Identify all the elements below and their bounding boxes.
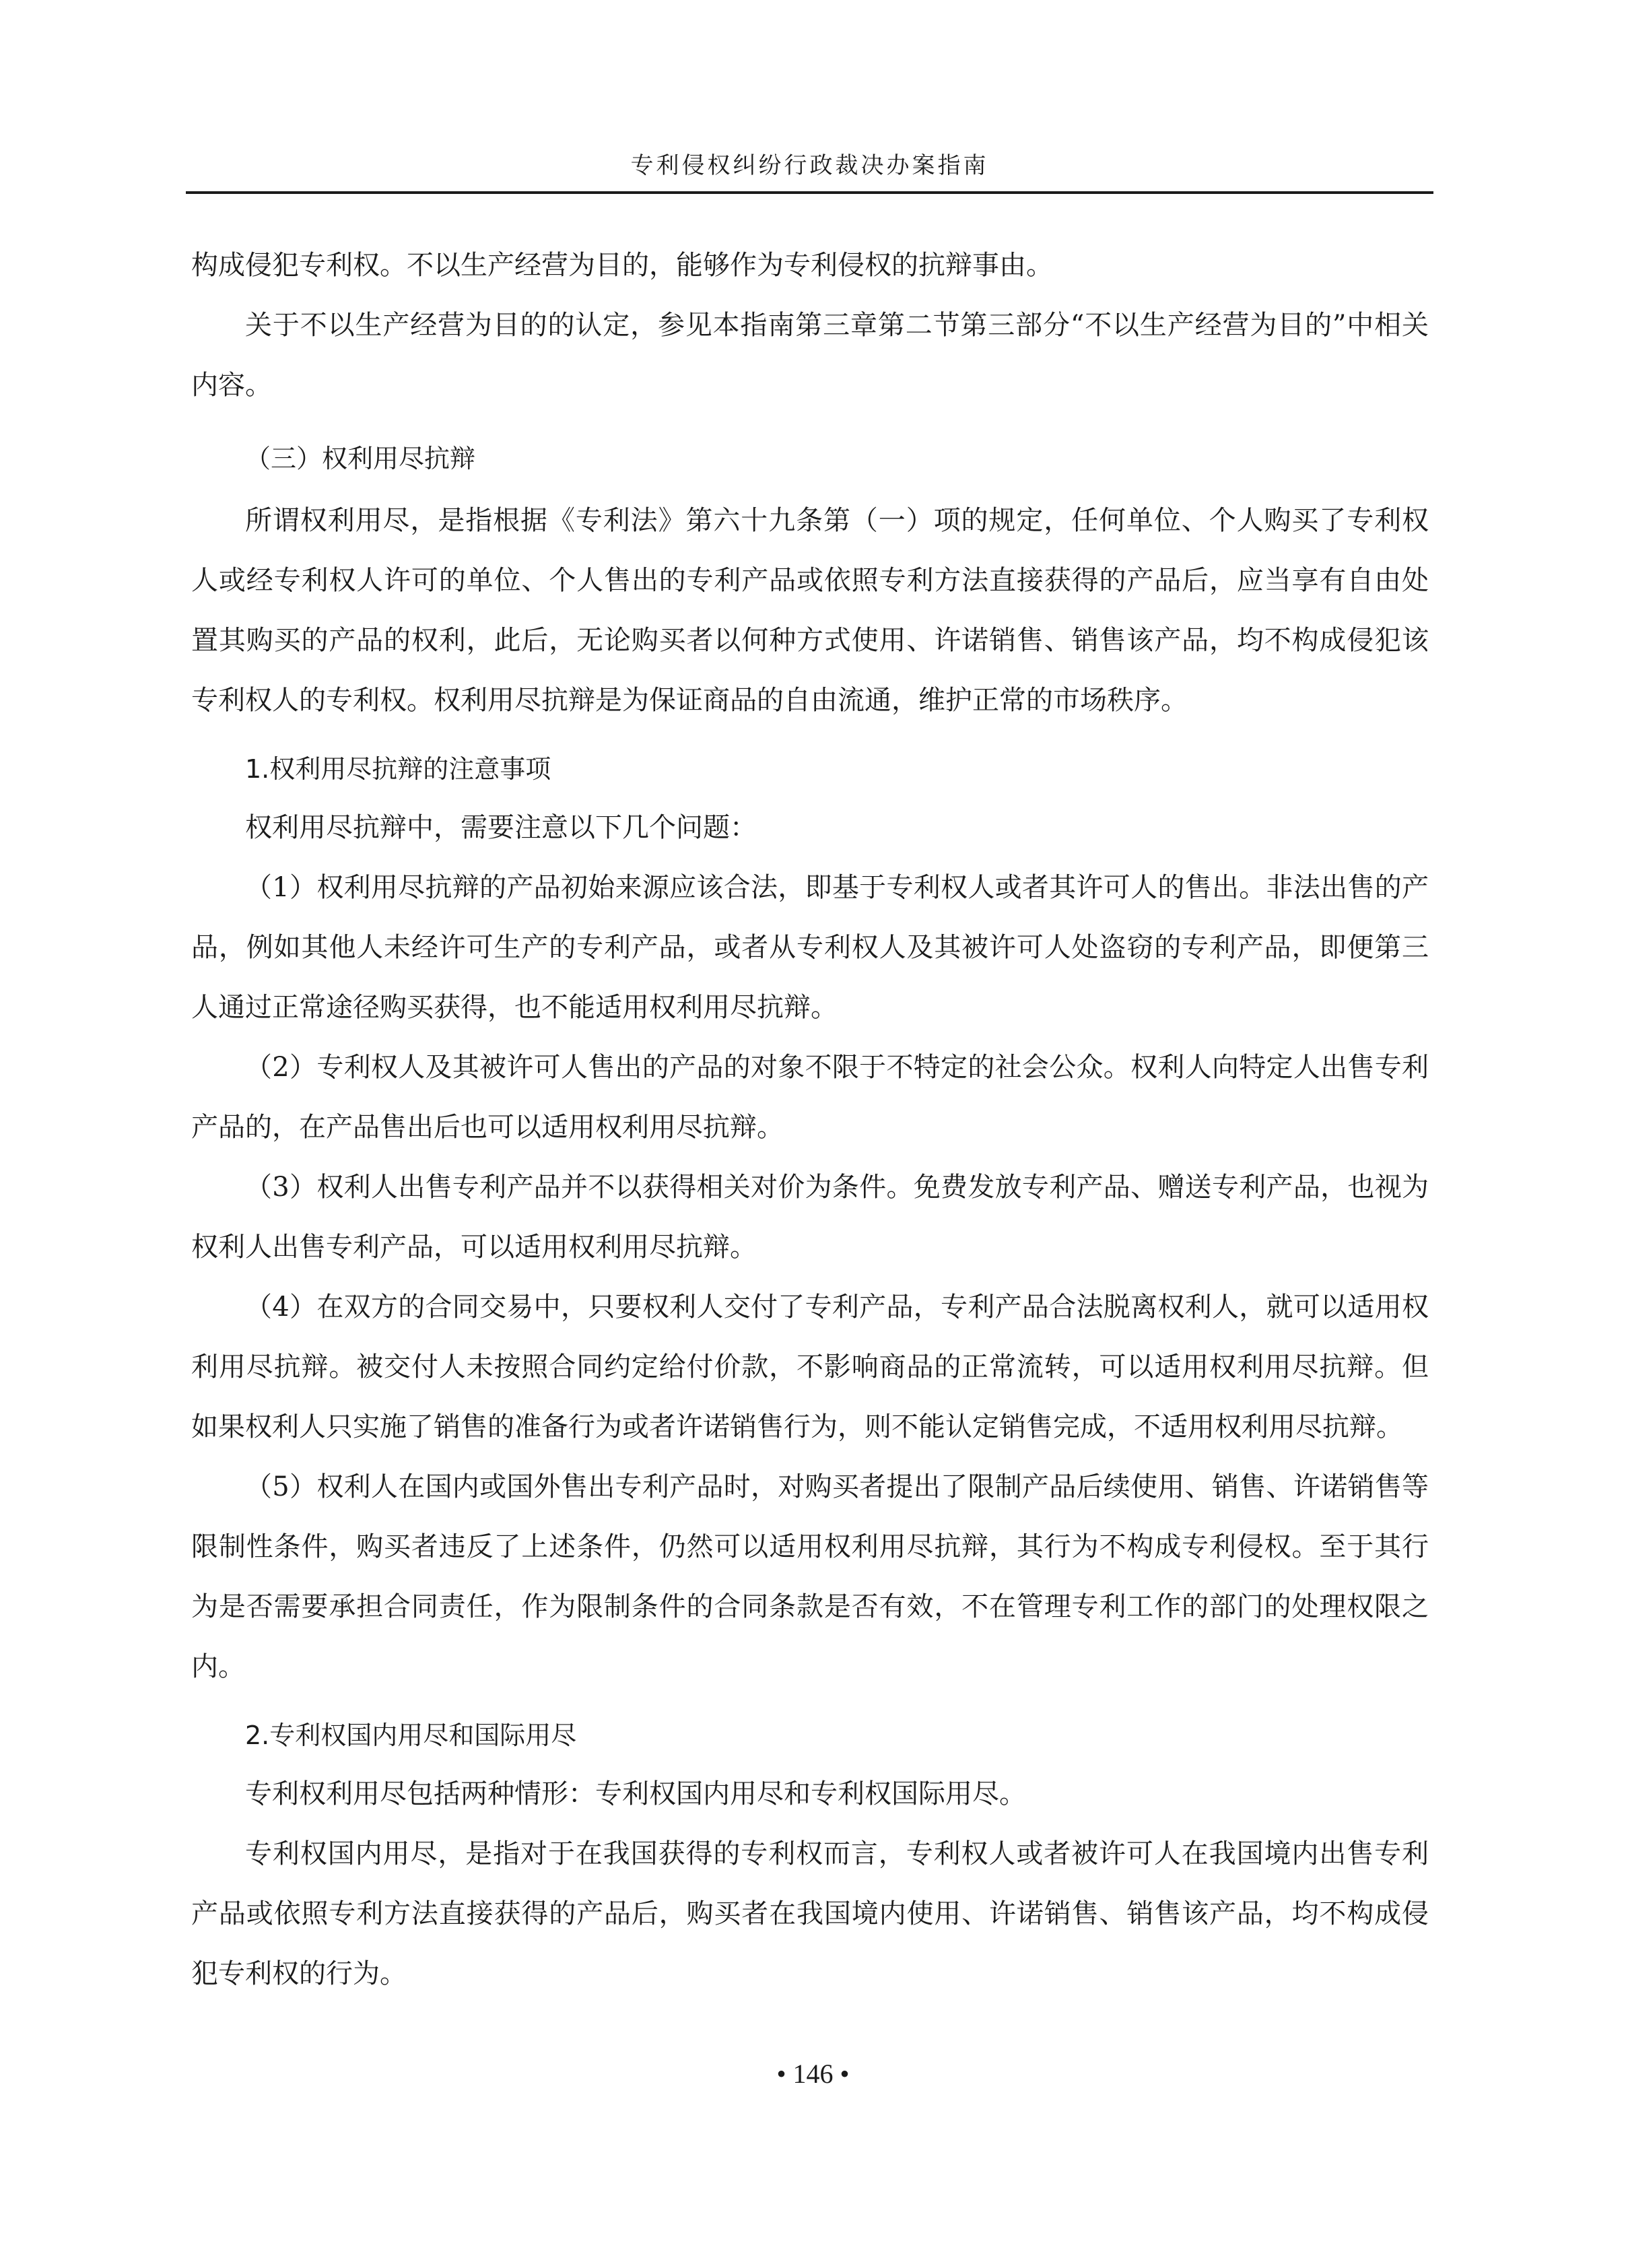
paragraph: （4）在双方的合同交易中，只要权利人交付了专利产品，专利产品合法脱离权利人，就可以适用权利用尽抗辩。被交付人未按照合同约定给付价款，不影响商品的正常流转，可以适用权利用尽抗辩。但如果权利人只实施了销售的准备行为或者许诺销售行为，则不能认定销售完成，不适用权利用尽抗辩。 xyxy=(191,1292,1429,1442)
section-heading: （三）权利用尽抗辩 xyxy=(245,444,476,473)
subsection-heading: 1.权利用尽抗辩的注意事项 xyxy=(245,754,551,784)
subsection-heading: 2.专利权国内用尽和国际用尽 xyxy=(245,1721,577,1750)
paragraph: （3）权利人出售专利产品并不以获得相关对价为条件。免费发放专利产品、赠送专利产品，也视为权利人出售专利产品，可以适用权利用尽抗辩。 xyxy=(191,1172,1429,1263)
running-header: 专利侵权纠纷行政裁决办案指南 xyxy=(630,152,989,179)
header-rule xyxy=(186,191,1433,194)
paragraph: 专利权利用尽包括两种情形：专利权国内用尽和专利权国际用尽。 xyxy=(245,1778,1026,1809)
paragraph: 专利权国内用尽，是指对于在我国获得的专利权而言，专利权人或者被许可人在我国境内出售专利产品或依照专利方法直接获得的产品后，购买者在我国境内使用、许诺销售、销售该产品，均不构成侵犯专利权的行为。 xyxy=(191,1838,1429,1989)
page-number: • 146 • xyxy=(776,2059,850,2089)
paragraph: （5）权利人在国内或国外售出专利产品时，对购买者提出了限制产品后续使用、销售、许诺销售等限制性条件，购买者违反了上述条件，仍然可以适用权利用尽抗辩，其行为不构成专利侵权。至于其行为是否需要承担合同责任，作为限制条件的合同条款是否有效，不在管理专利工作的部门的处理权限之内。 xyxy=(191,1471,1429,1682)
paragraph: （1）权利用尽抗辩的产品初始来源应该合法，即基于专利权人或者其许可人的售出。非法出售的产品，例如其他人未经许可生产的专利产品，或者从专利权人及其被许可人处盗窃的专利产品，即便第三人通过正常途径购买获得，也不能适用权利用尽抗辩。 xyxy=(191,872,1429,1023)
paragraph: 所谓权利用尽，是指根据《专利法》第六十九条第（一）项的规定，任何单位、个人购买了专利权人或经专利权人许可的单位、个人售出的专利产品或依照专利方法直接获得的产品后，应当享有自由处置其购买的产品的权利，此后，无论购买者以何种方式使用、许诺销售、销售该产品，均不构成侵犯该专利权人的专利权。权利用尽抗辩是为保证商品的自由流通，维护正常的市场秩序。 xyxy=(191,505,1429,716)
paragraph: 构成侵犯专利权。不以生产经营为目的，能够作为专利侵权的抗辩事由。 xyxy=(191,250,1053,281)
paragraph: 权利用尽抗辩中，需要注意以下几个问题： xyxy=(245,812,757,843)
paragraph: 关于不以生产经营为目的的认定，参见本指南第三章第二节第三部分“不以生产经营为目的”中相关内容。 xyxy=(191,310,1429,401)
page-body xyxy=(191,236,1429,2004)
paragraph: （2）专利权人及其被许可人售出的产品的对象不限于不特定的社会公众。权利人向特定人出售专利产品的，在产品售出后也可以适用权利用尽抗辩。 xyxy=(191,1052,1429,1143)
